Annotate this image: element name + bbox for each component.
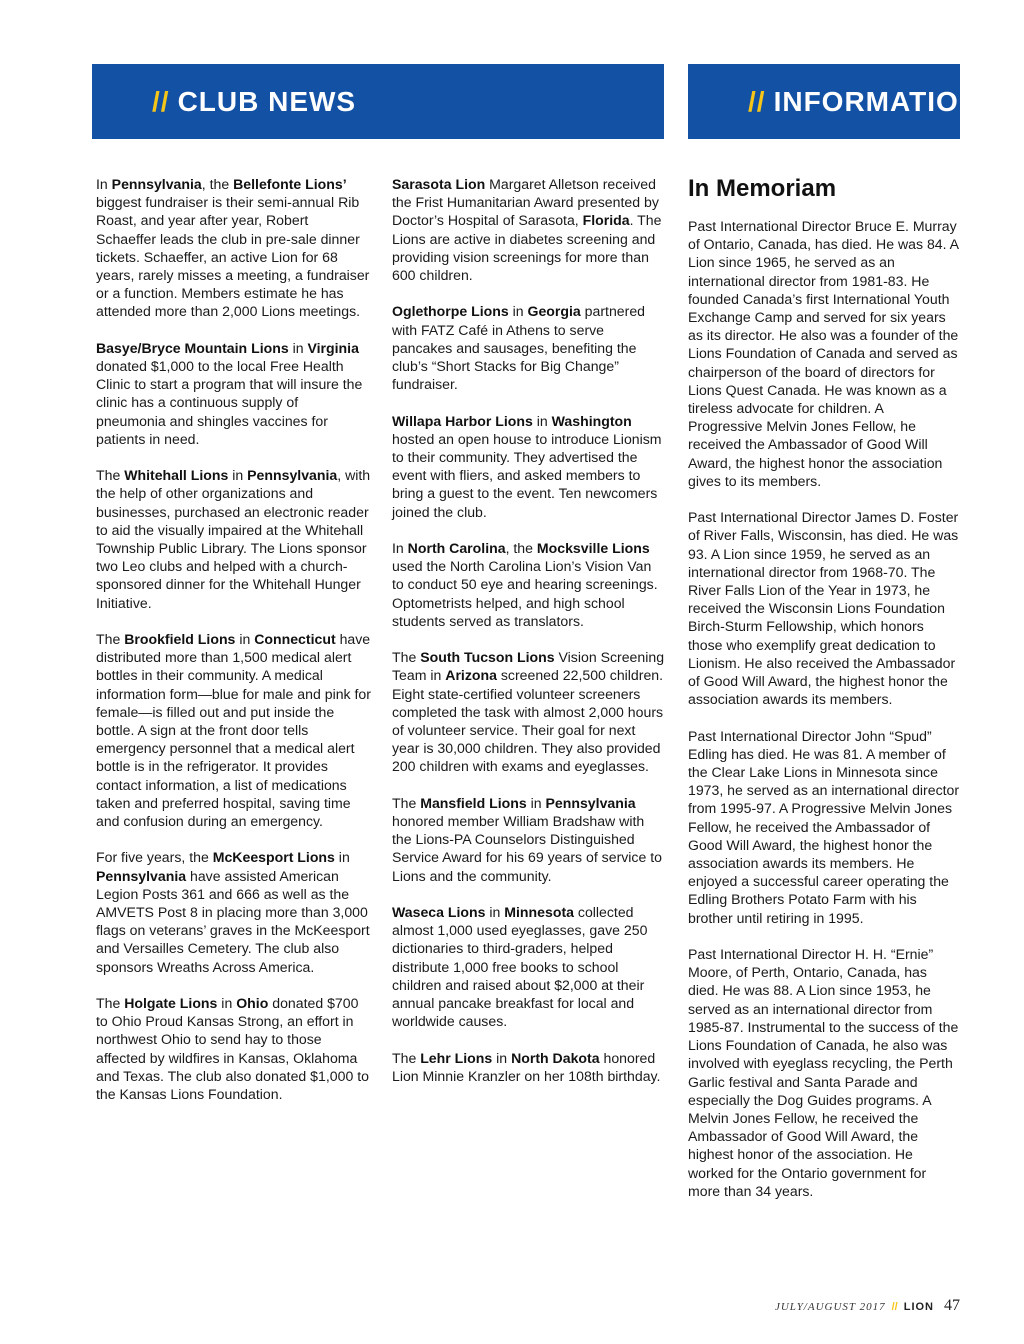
- news-item-text: honored member William Bradshaw with the Lions-PA Counselors Distinguished Service Award for his 69 years of service to Lions and the community.: [392, 813, 662, 884]
- news-item-highlight: North Carolina: [407, 540, 506, 557]
- news-item-highlight: Connecticut: [254, 631, 336, 648]
- news-item-text: honored Lion Minnie Kranzler on her 108th birthday.: [392, 1049, 661, 1084]
- club-news-title: [152, 86, 356, 118]
- news-item: [392, 412, 666, 521]
- news-item-text: in: [288, 339, 308, 356]
- memoriam-paragraph: Past International Director Bruce E. Murray of Ontario, Canada, has died. He was 84. A Lion since 1965, he served as an international director from 1981-83. He founded Canada’s first International Youth Exchange Camp and served for six years as its director. He also was a founder of the Lions Foundation of Canada and served as chairperson of the board of directors for Lions Quest Canada. He was known as a tireless advocate for children. A Progressive Melvin Jones Fellow, he received the Ambassador of Good Will Award, the highest honor the association gives to its members.: [688, 218, 959, 489]
- club-news-title-text: CLUB NEWS: [177, 85, 357, 117]
- memoriam-paragraph: Past International Director James D. Foster of River Falls, Wisconsin, has died. He was 93. A Lion since 1959, he served as an international director from 1968-70. The River Falls Lion of the Year in 1973, he received the Wisconsin Lions Foundation Birch-Sturm Fellowship, which honors those who exemplify great dedication to Lionism. He also received the Ambassador of Good Will Award, the highest honor the association awards its members.: [688, 509, 959, 708]
- memoriam-paragraph: Past International Director H. H. “Ernie” Moore, of Perth, Ontario, Canada, has died. He was 88. A Lion since 1953, he served as an international director from 1985-87. Instrumental to the success of the Lions Foundation of Canada, he also was involved with eyeglass recycling, the Perth Garlic festival and Santa Parade and especially the Dog Guides programs. A Melvin Jones Fellow, he received the Ambassador of Good Will Award, the highest honor of the association. He worked for the Ontario government for more than 34 years.: [688, 946, 959, 1199]
- news-item-highlight: Basye/Bryce Mountain Lions: [96, 339, 289, 356]
- news-item-text: in: [235, 631, 255, 648]
- news-item-text: , the: [201, 176, 234, 192]
- information-title: [748, 86, 980, 118]
- news-item-highlight: Mocksville Lions: [536, 540, 650, 557]
- information-title-text: INFORMATION: [773, 85, 981, 117]
- news-item-text: biggest fundraiser is their semi-annual Rib Roast, and year after year, Robert Schaeffer leads the club in pre-sale dinner tickets. Schaeffer, an active Lion for 68 years, rarely misses a meeting, a fundraiser or a function. Members estimate he has attended more than 2,000 Lions meetings.: [96, 194, 370, 320]
- news-item-text: . The Lions are active in diabetes screening and providing vision screenings for more than 600 children.: [392, 212, 662, 284]
- news-item-text: have distributed more than 1,500 medical alert bottles in their community. A medical information form—blue for male and pink for female—is filled out and put inside the bottle. A sign at the front door tells emergency personnel that a medical alert bottle is in the refrigerator. It provides contact information, a list of medications taken and preferred hospital, saving time and confusion during an emergency.: [96, 631, 371, 830]
- news-item-highlight: Pennsylvania: [545, 794, 636, 811]
- news-item-text: The: [392, 649, 421, 666]
- news-item-highlight: Holgate Lions: [124, 995, 218, 1012]
- news-item-text: The: [96, 467, 125, 484]
- news-item-text: donated $1,000 to the local Free Health Clinic to start a program that will insure the clinic has a continuous supply of pneumonia and shingles vaccines for patients in need.: [96, 358, 363, 447]
- news-item-highlight: Brookfield Lions: [124, 631, 236, 648]
- news-item-text: partnered with FATZ Café in Athens to serve pancakes and sausages, benefiting the club’s “Short Stacks for Big Change” fundraiser.: [392, 303, 645, 393]
- news-item-text: Vision Screening Team in: [392, 649, 665, 684]
- page-footer: [775, 1297, 960, 1315]
- news-item: [392, 794, 666, 885]
- news-item-highlight: Minnesota: [504, 904, 574, 921]
- news-item-highlight: Ohio: [236, 995, 269, 1012]
- club-news-column-2: [392, 175, 666, 1103]
- news-item-highlight: Virginia: [307, 339, 359, 356]
- news-item-highlight: Washington: [551, 412, 632, 429]
- news-item: [96, 175, 371, 321]
- news-item-highlight: Georgia: [527, 303, 581, 320]
- news-item-text: screened 22,500 children. Eight state-certified volunteer screeners completed the task with almost 2,000 hours of volunteer service. Their goal for next year is 30,000 children. They also provided 200 children with exams and eyeglasses.: [392, 667, 664, 775]
- news-item: [96, 994, 371, 1103]
- news-item-text: in: [334, 849, 350, 866]
- news-item: [96, 630, 371, 830]
- news-item-text: hosted an open house to introduce Lionism to their community. They advertised the event with fliers, and asked members to bring a guest to the event. Ten newcomers joined the club.: [392, 430, 662, 520]
- news-item-highlight: Waseca Lions: [392, 904, 486, 921]
- news-item-text: in: [508, 303, 528, 320]
- news-item-highlight: Willapa Harbor Lions: [392, 412, 533, 429]
- news-item-text: collected almost 1,000 used eyeglasses, gave 250 dictionaries to third-graders, helped distribute 1,000 free books to school children and raised about $2,000 at their annual pancake breakfast for local and worldwide causes.: [392, 904, 648, 1030]
- news-item: [96, 339, 371, 448]
- news-item-highlight: Lehr Lions: [420, 1049, 493, 1066]
- news-item-highlight: Pennsylvania: [247, 467, 338, 484]
- news-item-text: in: [526, 794, 546, 811]
- news-item-text: in: [485, 904, 505, 921]
- footer-issue-date: JULY/AUGUST 2017: [774, 1301, 886, 1313]
- news-item-text: , the: [505, 540, 537, 557]
- footer-magazine-name: LION: [903, 1301, 934, 1313]
- news-item-text: In: [392, 540, 408, 557]
- news-item-highlight: North Dakota: [511, 1049, 600, 1066]
- news-item-text: The: [392, 1049, 421, 1066]
- news-item: [96, 848, 371, 975]
- news-item: [392, 648, 666, 775]
- news-item: [392, 175, 666, 284]
- news-item: [392, 903, 666, 1030]
- news-item-highlight: Oglethorpe Lions: [392, 303, 509, 320]
- club-news-banner: [92, 64, 664, 139]
- information-banner: [688, 64, 981, 139]
- news-item-text: donated $700 to Ohio Proud Kansas Strong, an effort in northwest Ohio to send hay to those affected by wildfires in Kansas, Oklahoma and Texas. The club also donated $1,000 to the Kansas Lions Foundation.: [96, 995, 369, 1103]
- news-item-text: Margaret Alletson received the Frist Humanitarian Award presented by Doctor’s Hospital of Sarasota,: [392, 176, 659, 229]
- news-item-text: The: [96, 631, 125, 648]
- news-item-text: In: [96, 176, 112, 192]
- club-news-column-1: [96, 175, 371, 1121]
- news-item-text: used the North Carolina Lion’s Vision Van to conduct 50 eye and hearing screenings. Optometrists helped, and high school students served as translators.: [392, 558, 658, 629]
- news-item-highlight: McKeesport Lions: [212, 849, 335, 866]
- banner-slashes: //: [748, 85, 766, 117]
- news-item: [392, 539, 666, 630]
- banner-slashes: //: [152, 85, 170, 117]
- news-item-highlight: Pennsylvania: [96, 867, 187, 884]
- news-item-highlight: South Tucson Lions: [420, 649, 555, 666]
- information-column: [688, 175, 960, 1218]
- news-item-text: in: [228, 467, 248, 484]
- news-item-text: in: [492, 1049, 512, 1066]
- news-item-highlight: Pennsylvania: [111, 176, 202, 192]
- news-item-highlight: Arizona: [445, 667, 497, 684]
- news-item-highlight: Whitehall Lions: [124, 467, 229, 484]
- news-item: [96, 466, 371, 612]
- news-item-highlight: Bellefonte Lions’: [233, 176, 347, 192]
- page-number: 47: [944, 1297, 960, 1314]
- news-item-text: For five years, the: [96, 849, 213, 866]
- news-item-text: The: [392, 794, 421, 811]
- news-item-text: in: [217, 995, 237, 1012]
- news-item-highlight: Florida: [582, 212, 630, 229]
- news-item-text: in: [532, 412, 552, 429]
- news-item: [392, 1049, 666, 1085]
- news-item: [392, 302, 666, 393]
- news-item-text: have assisted American Legion Posts 361 and 666 as well as the AMVETS Post 8 in placing more than 3,000 flags on veterans’ graves in the McKeesport and Versailles Cemetery. The club also sponsors Wreaths Across America.: [96, 867, 370, 975]
- news-item-highlight: Sarasota Lion: [392, 176, 486, 192]
- news-item-text: , with the help of other organizations and businesses, purchased an electronic reader to aid the visually impaired at the Whitehall Township Public Library. The Lions sponsor two Leo clubs and helped with a church-sponsored dinner for the Whitehall Hunger Initiative.: [96, 467, 371, 611]
- footer-separator: //: [891, 1301, 898, 1313]
- memoriam-paragraph: Past International Director John “Spud” Edling has died. He was 81. A member of the Clear Lake Lions in Minnesota since 1973, he served as an international director from 1995-97. A Progressive Melvin Jones Fellow, he received the Ambassador of Good Will Award, the highest honor the association awards its members. He enjoyed a successful career operating the Edling Brothers Potato Farm with his brother until retiring in 1995.: [688, 727, 960, 926]
- news-item-highlight: Mansfield Lions: [420, 794, 527, 811]
- news-item-text: The: [96, 995, 125, 1012]
- in-memoriam-heading: In Memoriam: [688, 175, 837, 202]
